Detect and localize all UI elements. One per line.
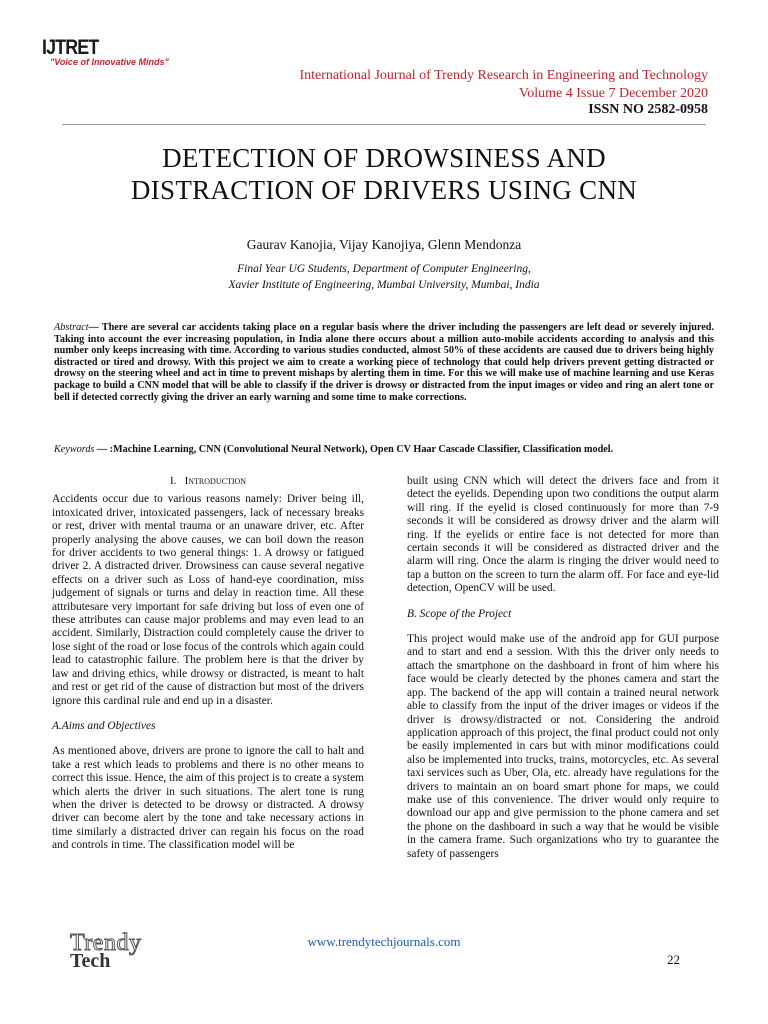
aims-paragraph: As mentioned above, drivers are prone to ignore the call to halt and take a rest which leads to problems and there is no other means to correct this issue. Hence, the aim of this project is to create a system which alerts the driver in such situations. The alert tone is rung when the driver is detected to be drowsy or distracted. A drowsy driver can become alert by the tone and take necessary actions in time similarly a distracted driver can regain his focus on the road and controls in time. The classification model will be xyxy=(52,745,364,852)
section-title: Introduction xyxy=(184,475,247,487)
volume-issue: Volume 4 Issue 7 December 2020 xyxy=(518,86,708,101)
logo-line-1: Trendy xyxy=(70,930,142,956)
affiliation-line-2: Xavier Institute of Engineering, Mumbai University, Mumbai, India xyxy=(228,279,540,291)
abstract-text: — There are several car accidents taking place on a regular basis where the driver including the passengers are left dead or severely injured. Taking into account the ever increasing population, in India alone there occurs about a million auto-mobile accidents according to analysis and this number only keeps increasing with time. According to various studies conducted, almost 50% of these accidents are caused due to drivers being highly distracted or tired and drowsy. With this project we aim to create a working piece of technology that could help drivers prevent getting distracted or drowsy on the steering wheel and act in time to prevent mishaps by alerting them in time. For this we will make use of machine learning and use Keras package to build a CNN model that will be able to classify if the driver is drowsy or distracted from the input images or video and ring an alert tone or bell if detected correctly giving the driver an early warning and some time to make corrections. xyxy=(54,322,714,403)
logo-text: IJTRET xyxy=(42,36,99,59)
left-column xyxy=(52,475,364,853)
title-line-1: DETECTION OF DROWSINESS AND xyxy=(162,143,606,173)
right-column xyxy=(407,475,719,861)
journal-header xyxy=(299,67,708,103)
section-number: I. xyxy=(169,475,177,487)
logo-tagline: "Voice of Innovative Minds" xyxy=(50,57,169,67)
paper-title xyxy=(40,142,728,206)
journal-logo xyxy=(42,36,192,72)
subsection-heading-scope: B. Scope of the Project xyxy=(407,607,512,620)
abstract xyxy=(54,322,714,403)
journal-name: International Journal of Trendy Research in Engineering and Technology xyxy=(299,68,708,83)
abstract-label: Abstract xyxy=(54,322,89,333)
section-heading-introduction xyxy=(52,475,364,488)
subsection-heading-aims: A.Aims and Objectives xyxy=(52,719,156,732)
keywords-text: — :Machine Learning, CNN (Convolutional Neural Network), Open CV Haar Cascade Classifier, Classification model. xyxy=(94,444,614,455)
introduction-paragraph: Accidents occur due to various reasons namely: Driver being ill, intoxicated driver, intoxicated passengers, lack of necessary breaks or rest, driver with mental trauma or an unaware driver, etc. After properly analysing the above causes, we can boil down the reason for driver accidents to two general things: 1. A drowsy or fatigued driver 2. A distracted driver. Drowsiness can cause several negative effects on a driver such as Loss of hand-eye coordination, miss judgement of signals or turns and delay in reaction time. All these attributesare very important for safe driving but loss of even one of these attributes can cause major problems and may even lead to an accident. Similarly, Distraction could completely cause the driver to lose sight of the road or lose focus of the controls which again could lead to catastrophic failure. The problem here is that the driver by law and driving ethics, while drowsy or distracted, is meant to halt and rest or get rid of the cause of distraction but most of the drivers ignore this cardinal rule and end up in a disaster. xyxy=(52,493,364,707)
issn-number: ISSN NO 2582-0958 xyxy=(588,102,708,117)
title-line-2: DISTRACTION OF DRIVERS USING CNN xyxy=(130,175,638,205)
continued-paragraph: built using CNN which will detect the drivers face and from it detect the eyelids. Depending upon two conditions the output alarm will ring. If the eyelid is closed continuously for more than 7-9 seconds it will be considered as drowsy driver and the alarm will ring. If the eyelids or entire face is not detected for more than certain seconds it will be considered as distracted driver and the alarm will ring. Once the alarm is ringing the driver would need to tap a button on the screen to turn the alarm off. For face and eye-lid detection, OpenCV will be used. xyxy=(407,475,719,595)
keywords xyxy=(54,444,714,455)
scope-paragraph: This project would make use of the android app for GUI purpose and to start and end a session. With this the driver only needs to attach the smartphone on the dashboard in front of him where his face would be clearly detected by the phones camera and start the app. The backend of the app will contain a trained neural network able to classify from the input of the driver images or videos if the driver is drowsy/distracted or not. Considering the android application approach of this project, the final product could not only be easily implemented in cars but with minor modifications could also be implemented into trucks, trains, motorcycles, etc. As several taxi services such as Uber, Ola, etc. already have regulations for the drivers to maintain an on board smart phone for maps, we could make use of this convenience. The driver would only require to download our app and give permission to the phone camera and set the phone on the dashboard in such a way that he would be visible in the camera frame. Such organizations who try to guarantee the safety of passengers xyxy=(407,633,719,860)
author-list: Gaurav Kanojia, Vijay Kanojiya, Glenn Mendonza xyxy=(246,237,522,252)
header-divider xyxy=(62,124,706,125)
page-number: 22 xyxy=(667,952,680,967)
affiliation-line-1: Final Year UG Students, Department of Computer Engineering, xyxy=(237,263,531,275)
website-link[interactable]: www.trendytechjournals.com xyxy=(307,934,461,949)
keywords-label: Keywords xyxy=(54,444,95,455)
affiliation xyxy=(0,261,768,293)
logo-line-2: Tech xyxy=(70,950,111,972)
